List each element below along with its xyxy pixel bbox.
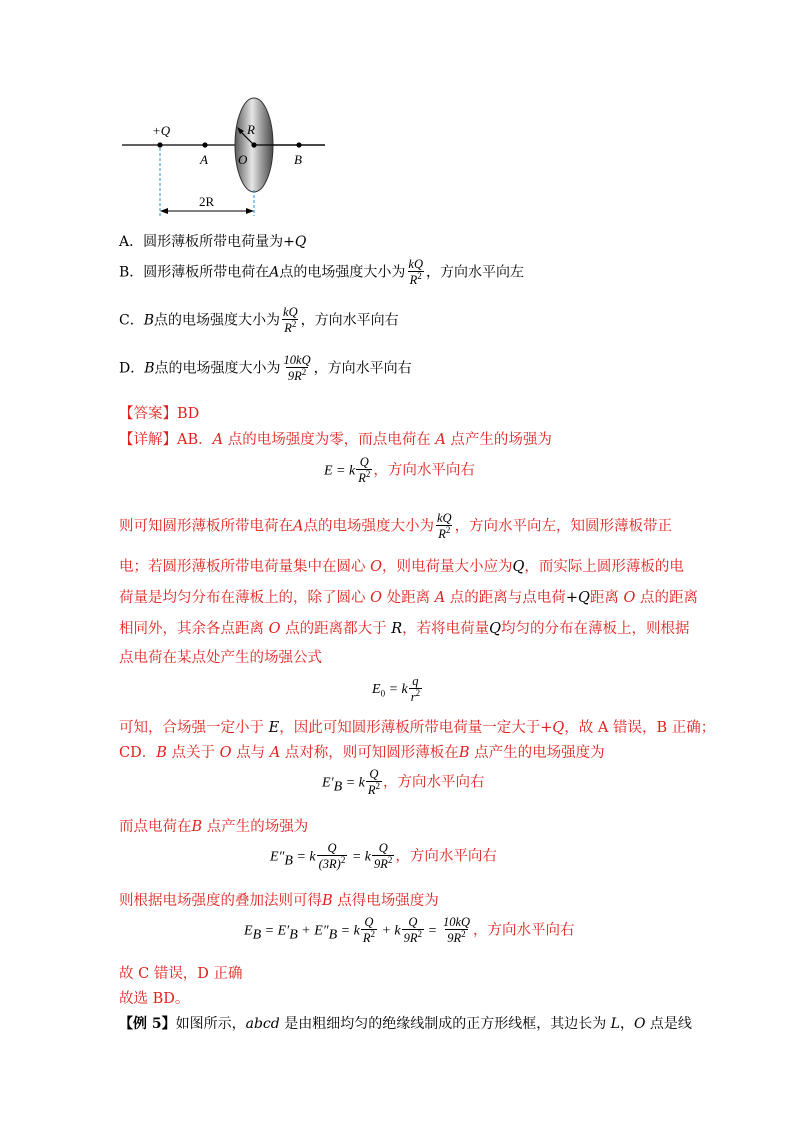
point-a bbox=[202, 142, 207, 147]
detail-p11: 故 C 错误，D 正确 bbox=[119, 966, 243, 982]
detail-p10: 则根据电场强度的叠加法则可得B 点得电场强度为 bbox=[119, 893, 439, 909]
label-o: O bbox=[238, 152, 248, 167]
equation-3: $E'_B = k$ $\frac{Q}{R^2}$ ，方向水平向右 bbox=[322, 767, 485, 798]
option-c: C．B点的电场强度大小为 $\frac{kQ}{R^2}$ ，方向水平向右 bbox=[119, 305, 399, 336]
label-a: A bbox=[200, 152, 208, 167]
label-b: B bbox=[294, 152, 302, 167]
detail-p4: 荷量是均匀分布在薄板上的，除了圆心 O 处距离 A 点的距离与点电荷+Q距离 O 点的距离 bbox=[119, 590, 698, 606]
detail-p6: 点电荷在某点处产生的场强公式 bbox=[119, 650, 322, 666]
detail-p8: CD．B 点关于 O 点与 A 点对称，则可知圆形薄板在B 点产生的电场强度为 bbox=[119, 745, 605, 761]
option-b: B．圆形薄板所带电荷在A点的电场强度大小为 $\frac{kQ}{R^2}$ ，方向水平向左 bbox=[119, 257, 524, 288]
physics-figure bbox=[115, 90, 335, 220]
point-q bbox=[157, 142, 162, 147]
detail-p12: 故选 BD。 bbox=[119, 991, 190, 1007]
option-d: D．B点的电场强度大小为 $\frac{10kQ}{9R^2}$ ，方向水平向右 bbox=[119, 353, 412, 384]
point-o bbox=[251, 142, 256, 147]
equation-2: $E_0 = k$ $\frac{q}{r^2}$ bbox=[372, 674, 421, 705]
point-b bbox=[296, 142, 301, 147]
answer-line: 【答案】BD bbox=[119, 406, 200, 422]
label-plus-q: +Q bbox=[152, 123, 171, 138]
example-5: 【例 5】如图所示，abcd 是由粗细均匀的绝缘线制成的正方形线框，其边长为 L，O 点是线 bbox=[119, 1016, 692, 1032]
detail-p5: 相同外，其余各点距离 O 点的距离都大于 R，若将电荷量Q均匀的分布在薄板上，则根据 bbox=[119, 621, 690, 637]
detail-p9: 而点电荷在B 点产生的场强为 bbox=[119, 819, 309, 835]
detail-p2: 则可知圆形薄板所带电荷在A点的电场强度大小为 $\frac{kQ}{R^2}$ ，方向水平向左，知圆形薄板带正 bbox=[119, 511, 673, 542]
label-r: R bbox=[247, 122, 255, 137]
equation-1: E = k $\frac{Q}{R^2}$ ，方向水平向右 bbox=[324, 455, 475, 486]
equation-4: $E''_B = k$ $\frac{Q}{(3R)^2}$ = k $\frac{Q}{9R^2}$ ，方向水平向右 bbox=[270, 841, 497, 872]
detail-p3: 电；若圆形薄板所带电荷量集中在圆心 O，则电荷量大小应为Q，而实际上圆形薄板的电 bbox=[119, 559, 684, 575]
detail-line1: 【详解】AB．A 点的电场强度为零，而点电荷在 A 点产生的场强为 bbox=[119, 432, 552, 448]
equation-5: $E_B = E'_B + E''_B = k$ $\frac{Q}{R^2}$ + k $\frac{Q}{9R^2}$ = $\frac{10kQ}{9R^2}$ ，方向水平向右 bbox=[244, 915, 575, 946]
dist-arrow-left bbox=[160, 208, 168, 214]
detail-p7: 可知，合场强一定小于 E，因此可知圆形薄板所带电荷量一定大于+Q，故 A 错误，B 正确； bbox=[119, 720, 716, 736]
option-a: A．圆形薄板所带电荷量为+Q bbox=[119, 234, 307, 250]
label-dist: 2R bbox=[199, 194, 215, 209]
dist-arrow-right bbox=[246, 208, 254, 214]
